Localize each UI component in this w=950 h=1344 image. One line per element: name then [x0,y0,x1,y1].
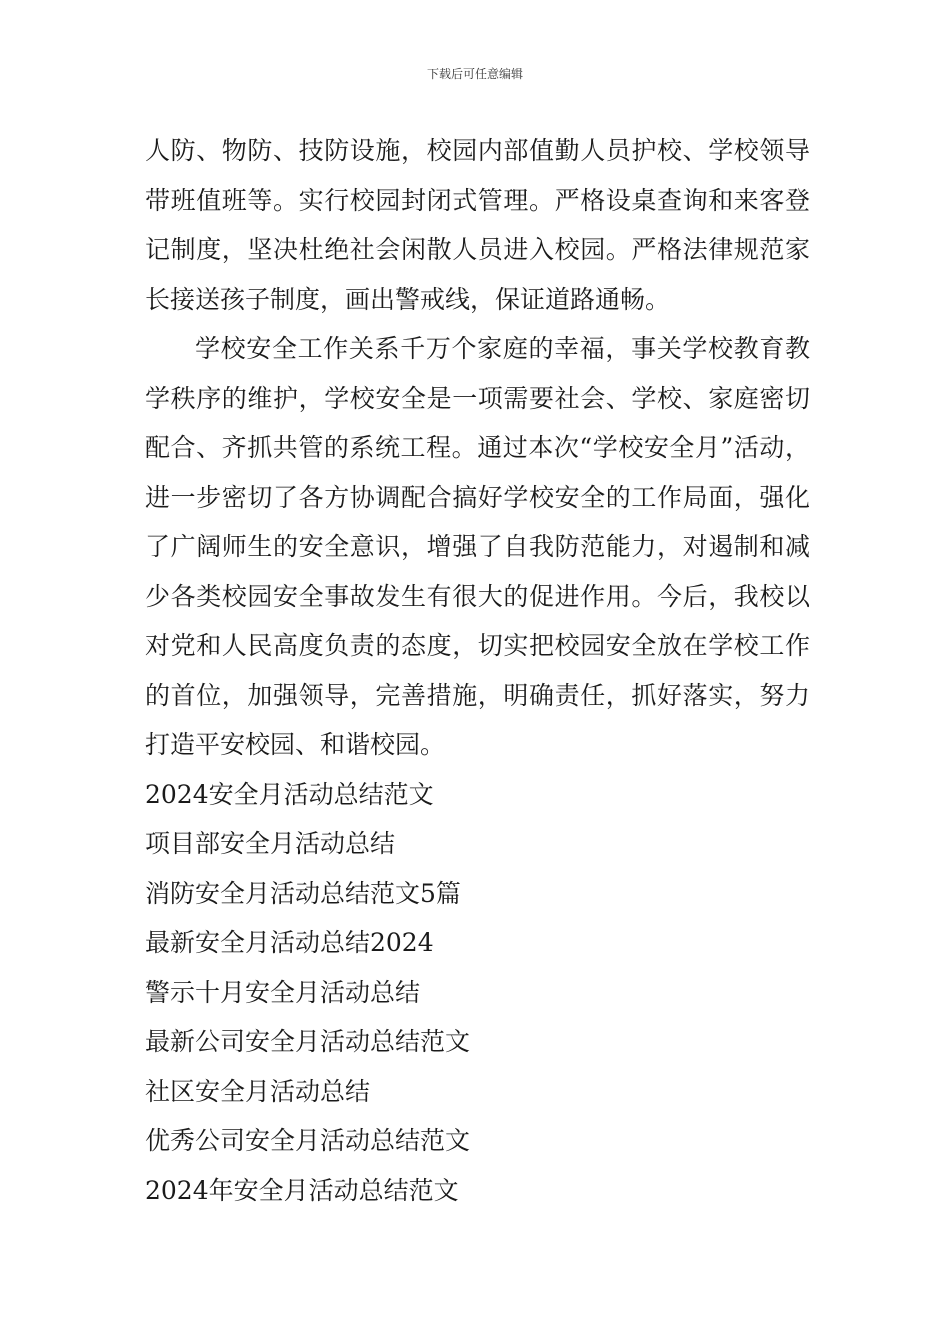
body-paragraph: 学校安全工作关系千万个家庭的幸福，事关学校教育教学秩序的维护，学校安全是一项需要社会、学校、家庭密切配合、齐抓共管的系统工程。通过本次“学校安全月”活动，进一步密切了各方协调配合搞好学校安全的工作局面，强化了广阔师生的安全意识，增强了自我防范能力，对遏制和减少各类校园安全事故发生有很大的促进作用。今后，我校以对党和人民高度负责的态度，切实把校园安全放在学校工作的首位，加强领导，完善措施，明确责任，抓好落实，努力打造平安校园、和谐校园。 [145,334,810,759]
related-link[interactable]: 2024安全月活动总结范文 [145,779,434,809]
related-link[interactable]: 社区安全月活动总结 [145,1076,371,1106]
related-link[interactable]: 项目部安全月活动总结 [145,829,396,858]
document-body [145,126,810,1215]
related-links-list [145,770,810,1216]
body-paragraph: 人防、物防、技防设施，校园内部值勤人员护校、学校领导带班值班等。实行校园封闭式管理。严格设桌查询和来客登记制度，坚决杜绝社会闲散人员进入校园。严格法律规范家长接送孩子制度，画出警戒线，保证道路通畅。 [145,136,810,314]
related-link[interactable]: 警示十月安全月活动总结 [145,977,421,1007]
related-link[interactable]: 最新安全月活动总结2024 [145,928,434,957]
page-header-note: 下载后可任意编辑 [426,67,523,81]
related-link[interactable]: 消防安全月活动总结范文5篇 [145,878,461,908]
related-link[interactable]: 最新公司安全月活动总结范文 [145,1027,471,1056]
related-link[interactable]: 优秀公司安全月活动总结范文 [145,1126,471,1155]
related-link[interactable]: 2024年安全月活动总结范文 [145,1175,459,1205]
